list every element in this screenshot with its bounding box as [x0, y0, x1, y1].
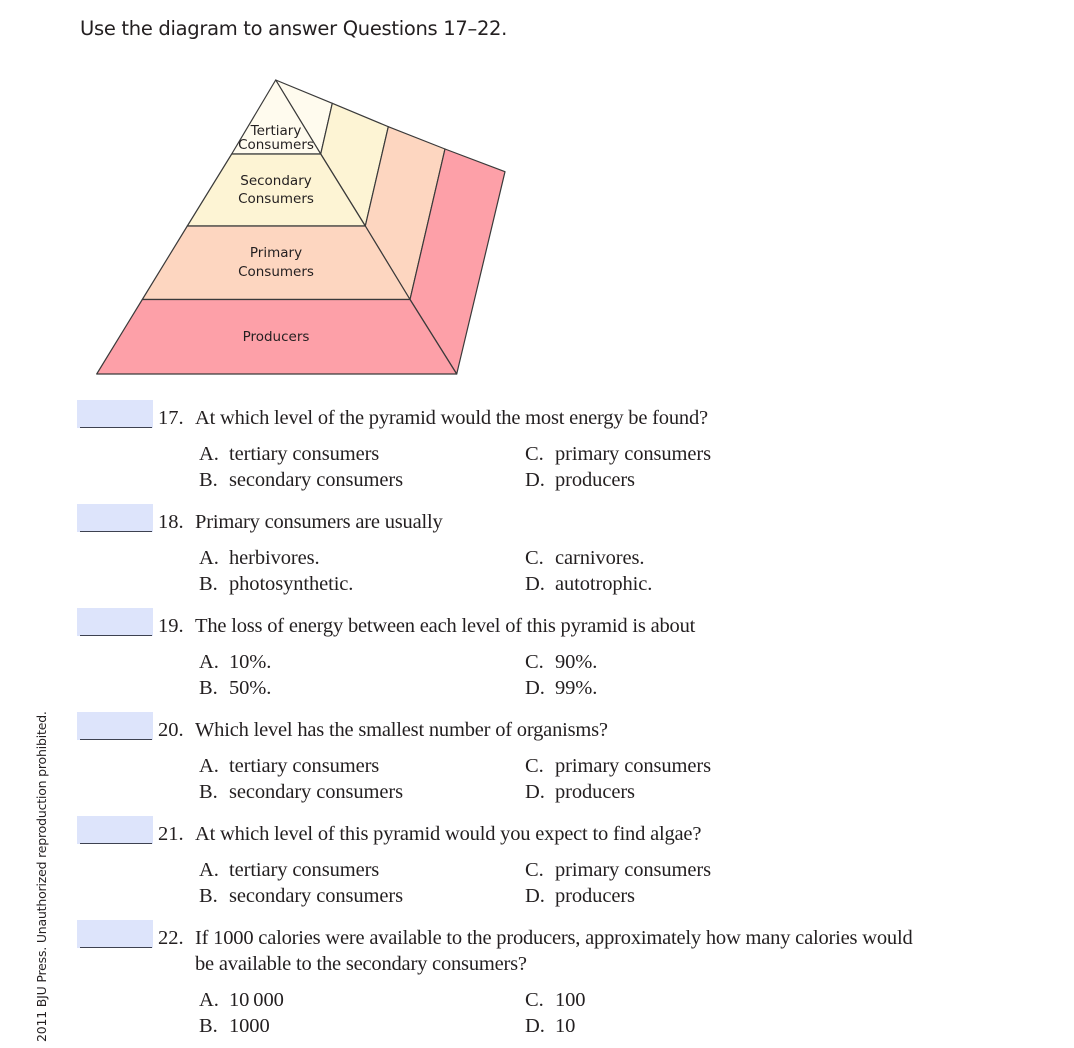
choice-text: 10 000: [229, 989, 284, 1011]
choice-d: [525, 677, 597, 700]
choice-letter: D.: [525, 573, 545, 595]
choice-a: [199, 859, 379, 882]
choice-letter: C.: [525, 651, 544, 673]
label-tertiary-line2: Consumers: [238, 137, 314, 153]
question-number: 20.: [158, 719, 184, 741]
choice-text: autotrophic.: [555, 573, 653, 595]
choice-c: [525, 755, 711, 778]
question-text: Primary consumers are usually: [195, 511, 443, 533]
choice-text: producers: [555, 885, 635, 907]
choice-text: tertiary consumers: [229, 443, 380, 465]
choice-c: [525, 443, 711, 466]
choice-text: secondary consumers: [229, 469, 404, 491]
choice-b: [199, 781, 403, 804]
choice-letter: B.: [199, 885, 218, 907]
answer-field-21[interactable]: [77, 816, 153, 844]
choice-a: [199, 443, 379, 466]
question-text: The loss of energy between each level of this pyramid is about: [195, 615, 696, 637]
label-secondary-line1: Secondary: [240, 173, 312, 189]
choice-d: [525, 1015, 575, 1038]
choice-text: 99%.: [555, 677, 598, 699]
choice-d: [525, 781, 635, 804]
question-text: At which level of this pyramid would you expect to find algae?: [195, 823, 702, 845]
choice-text: photosynthetic.: [229, 573, 354, 595]
choice-text: primary consumers: [555, 443, 711, 465]
choice-text: 90%.: [555, 651, 598, 673]
question-text-line1: If 1000 calories were available to the producers, approximately how many calories would: [195, 927, 913, 949]
question-number: 17.: [158, 407, 184, 429]
choice-text: secondary consumers: [229, 781, 404, 803]
question-number: 19.: [158, 615, 184, 637]
choice-text: 50%.: [229, 677, 272, 699]
choice-text: primary consumers: [555, 859, 711, 881]
choice-letter: D.: [525, 885, 545, 907]
label-tertiary-line1: Tertiary: [250, 123, 302, 139]
label-secondary-line2: Consumers: [238, 191, 314, 207]
choice-a: [199, 989, 284, 1012]
choice-letter: C.: [525, 989, 544, 1011]
choice-letter: C.: [525, 547, 544, 569]
choice-letter: B.: [199, 573, 218, 595]
choice-text: carnivores.: [555, 547, 645, 569]
choice-letter: A.: [199, 989, 219, 1011]
choice-letter: B.: [199, 781, 218, 803]
choice-letter: B.: [199, 677, 218, 699]
question-text: Which level has the smallest number of organisms?: [195, 719, 608, 741]
choice-c: [525, 989, 585, 1012]
choice-b: [199, 1015, 270, 1038]
choice-letter: C.: [525, 755, 544, 777]
instruction-heading: Use the diagram to answer Questions 17–22.: [80, 17, 508, 40]
choice-a: [199, 755, 379, 778]
choice-text: tertiary consumers: [229, 859, 380, 881]
energy-pyramid-diagram: [0, 0, 520, 390]
question-number: 21.: [158, 823, 184, 845]
choice-letter: D.: [525, 781, 545, 803]
choice-text: 1000: [229, 1015, 270, 1037]
choice-c: [525, 651, 597, 674]
choice-text: tertiary consumers: [229, 755, 380, 777]
choice-d: [525, 469, 635, 492]
choice-text: primary consumers: [555, 755, 711, 777]
answer-field-20[interactable]: [77, 712, 153, 740]
choice-letter: B.: [199, 469, 218, 491]
choice-d: [525, 573, 652, 596]
choice-b: [199, 677, 271, 700]
choice-text: producers: [555, 781, 635, 803]
question-number: 22.: [158, 927, 184, 949]
choice-text: secondary consumers: [229, 885, 404, 907]
choice-letter: D.: [525, 1015, 545, 1037]
choice-a: [199, 651, 271, 674]
question-text-line2: be available to the secondary consumers?: [195, 953, 527, 975]
choice-text: producers: [555, 469, 635, 491]
copyright-notice: 2011 BJU Press. Unauthorized reproduction prohibited.: [34, 711, 49, 1042]
choice-letter: C.: [525, 443, 544, 465]
choice-a: [199, 547, 320, 570]
choice-text: 10: [555, 1015, 576, 1037]
choice-letter: A.: [199, 755, 219, 777]
question-text: At which level of the pyramid would the most energy be found?: [195, 407, 708, 429]
answer-field-19[interactable]: [77, 608, 153, 636]
choice-text: 100: [555, 989, 586, 1011]
label-primary-line2: Consumers: [238, 264, 314, 280]
choice-letter: D.: [525, 677, 545, 699]
question-number: 18.: [158, 511, 184, 533]
choice-letter: A.: [199, 859, 219, 881]
choice-letter: A.: [199, 547, 219, 569]
choice-b: [199, 573, 353, 596]
choice-c: [525, 859, 711, 882]
pyramid-level-primary: [142, 226, 410, 300]
choice-c: [525, 547, 644, 570]
label-producers: Producers: [242, 329, 310, 345]
choice-letter: B.: [199, 1015, 218, 1037]
choice-text: 10%.: [229, 651, 272, 673]
label-primary-line1: Primary: [249, 245, 303, 261]
answer-field-22[interactable]: [77, 920, 153, 948]
choice-b: [199, 885, 403, 908]
choice-b: [199, 469, 403, 492]
choice-letter: C.: [525, 859, 544, 881]
choice-letter: A.: [199, 443, 219, 465]
choice-d: [525, 885, 635, 908]
choice-text: herbivores.: [229, 547, 320, 569]
choice-letter: D.: [525, 469, 545, 491]
answer-field-18[interactable]: [77, 504, 153, 532]
choice-letter: A.: [199, 651, 219, 673]
answer-field-17[interactable]: [77, 400, 153, 428]
